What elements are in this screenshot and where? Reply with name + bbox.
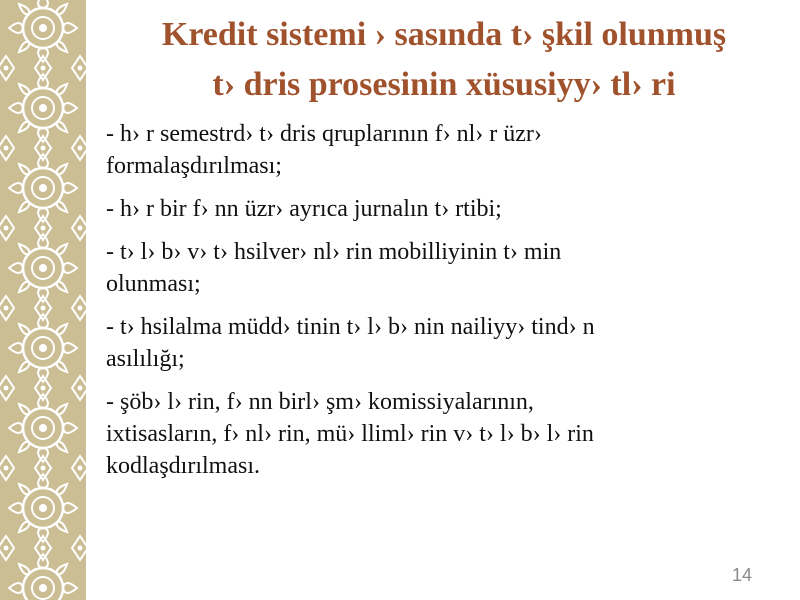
bullet-list	[106, 118, 786, 493]
bullet-line: asılılığı;	[106, 346, 185, 372]
bullet-item	[106, 236, 786, 300]
bullet-line: olunması;	[106, 271, 201, 297]
bullet-item	[106, 118, 786, 182]
bullet-line: formalaşdırılması;	[106, 153, 282, 179]
ornament-strip	[0, 0, 86, 600]
bullet-line: - h› r bir f› nn üzr› ayrıca jurnalın t› rtibi;	[106, 196, 502, 222]
bullet-item	[106, 193, 786, 225]
page-number: 14	[731, 565, 752, 585]
bullet-item	[106, 386, 786, 482]
rosette-pattern-icon	[0, 0, 86, 600]
bullet-line: - şöb› l› rin, f› nn birl› şm› komissiyalarının,	[106, 389, 534, 415]
bullet-line: ixtisasların, f› nl› rin, mü› lliml› rin v› t› l› b› l› rin	[106, 421, 594, 447]
slide-title-line: Kredit sistemi › sasında t› şkil olunmuş	[161, 16, 727, 53]
slide-title-line: t› dris prosesinin xüsusiyy› tl› ri	[212, 66, 676, 103]
bullet-line: - h› r semestrd› t› dris qruplarının f› nl› r üzr›	[106, 121, 542, 147]
bullet-line: - t› l› b› v› t› hsilver› nl› rin mobilliyinin t› min	[106, 239, 562, 265]
slide-title	[96, 10, 792, 110]
bullet-item	[106, 311, 786, 375]
bullet-line: - t› hsilalma müdd› tinin t› l› b› nin nailiyy› tind› n	[106, 314, 595, 340]
bullet-line: kodlaşdırılması.	[106, 453, 260, 479]
